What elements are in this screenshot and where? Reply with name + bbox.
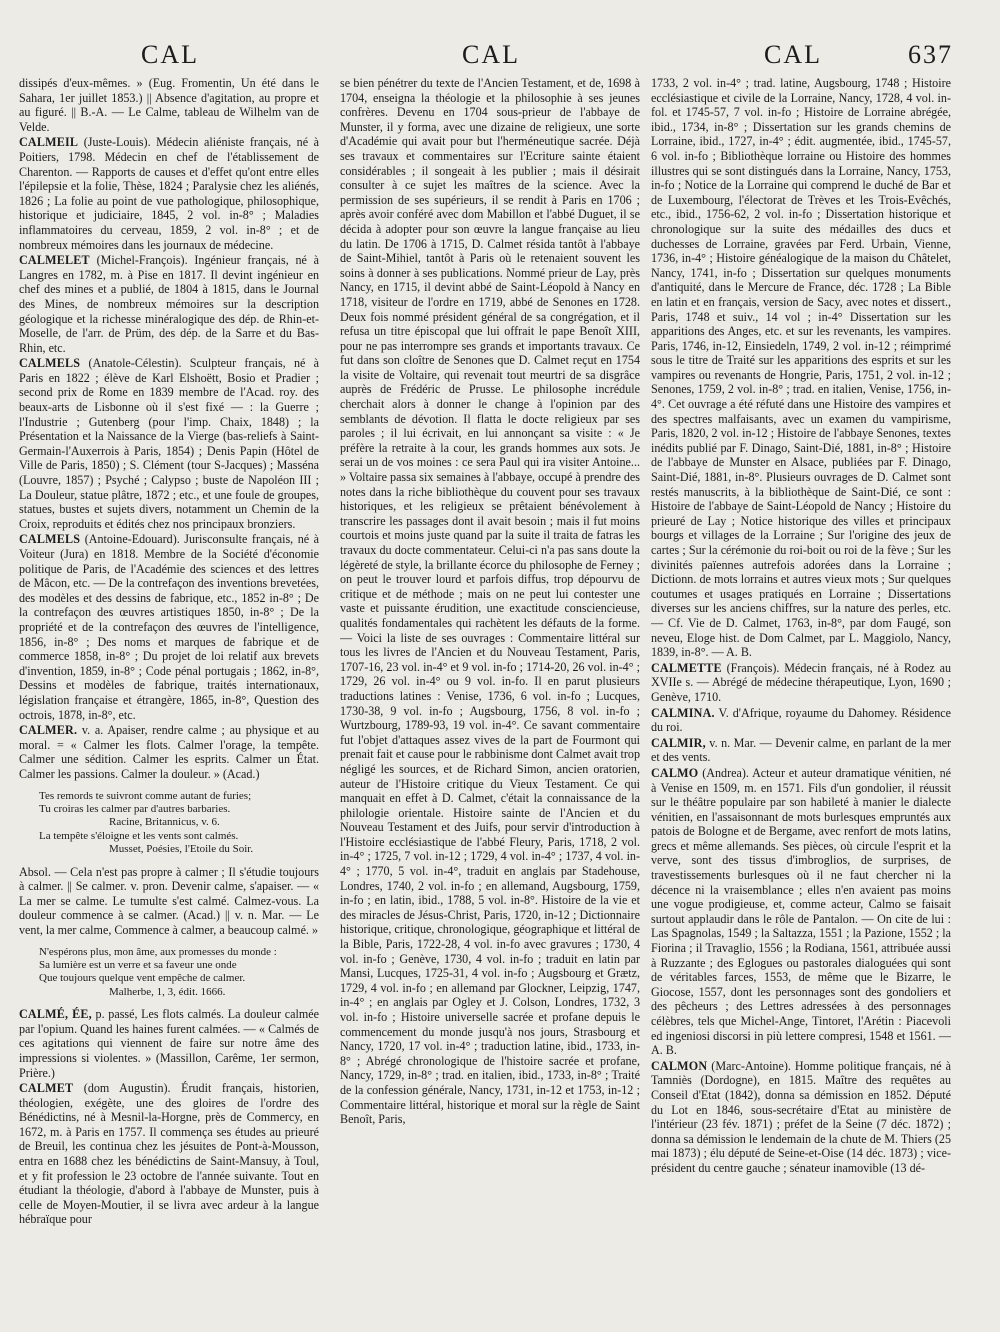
entry-calmon bbox=[651, 1059, 951, 1176]
entry-body: (Juste-Louis). Médecin aliéniste français, né à Poitiers, 1798. Médecin en chef de l'établissement de Charenton. — Rapports de causes et d'effet qu'ont entre elles l'épilepsie et la folie, Thèse, 1824 ; Paralysie chez les aliénés, 1826 ; La folie au point de vue pathologique, philosophique, historique et judiciaire, 1845, 2 vol. in-8° ; Maladies inflammatoires du cerveau, 1859, 2 vol. in-8° ; et de nombreux mémoires dans les journaux de médecine. bbox=[19, 135, 319, 252]
entry-body: (François). Médecin français, né à Rodez au XVIIe s. — Abrégé de médecine thérapeutique, Lyon, 1690 ; Genève, 1710. bbox=[651, 660, 951, 704]
verse-line: Tu croiras les calmer par d'autres barbaries. bbox=[39, 802, 231, 815]
entry-body: v. n. Mar. — Devenir calme, en parlant de la mer et des vents. bbox=[651, 735, 951, 765]
headword: CALMIR, bbox=[651, 735, 706, 750]
entry-body: p. passé, Les flots calmés. La douleur calmée par l'opium. Quand les haines furent calmées. — « Calmés de ces agitations qui viennent de faire sur notre âme des impressions si violentes. » (Massillon, Carême, 1er sermon, Prière.) bbox=[19, 1007, 319, 1080]
entry-calmet-works-continued: 1733, 2 vol. in-4° ; trad. latine, Augsbourg, 1748 ; Histoire ecclésiastique et civile de la Lorraine, Nancy, 1728, 4 vol. in-fol. et 1745-57, 7 vol. in-fo ; Histoire de Lorraine abrégée, ibid., 1734, in-8° ; Dissertation sur les grands chemins de Lorraine, ibid., 1727, in-4° ; édit. augmentée, ibid., 1745-57, 6 vol. in-fo ; Bibliothèque lorraine ou Histoire des hommes illustres qui se sont distingués dans la Lorraine, Nancy, 1753, in-fo ; Notice de la Lorraine qui comprend le duché de Bar et de Luxembourg, l'électorat de Trèves et les Trois-Evêchés, etc., ibid., 1756-62, 2 vol. in-fo ; Dissertation historique et chronologique sur la suite des médailles des ducs et duchesses de Lorraine, gravées par Ferd. Urbain, Vienne, 1736, in-4° ; Histoire généalogique de la maison du Châtelet, Nancy, 1741, in-fo ; Dissertation sur quelques monuments d'antiquité, dans le Mercure de France, déc. 1728 ; La Bible en latin et en français, version de Sacy, avec notes et dissert., Paris, 1748 et suiv., 14 vol ; in-4° Dissertation sur les apparitions des Anges, etc. et sur les revenants, les vampires. Paris, 1746, in-12, Einsiedeln, 1749, 2 vol. in-12 ; réimprimé sous le titre de Traité sur les apparitions des esprits et sur les vampires ou revenants de Hongrie, Paris, 1751, 2 vol. in-12 ; Senones, 1759, 2 vol. in-8° ; trad. en italien, Venise, 1756, in-4°. Cet ouvrage a été réfuté dans une Histoire des vampires et des spectres malfaisants, avec un examen du vampirisme, Paris, 1820, 2 vol. in-12 ; Histoire de l'abbaye Senones, textes inédits publié par F. Dinago, Saint-Dié, 1881, in-8° ; Histoire de l'abbaye de Munster en Alsace, publiées par F. Dinago, Saint-Dié, 1881, in-8°. Plusieurs ouvrages de D. Calmet sont restés manuscrits, à la bibliothèque de Saint-Dié, ce sont : Histoire de l'abbaye de Saint-Léopold de Nancy ; Histoire du prieuré de Lay ; Notice historique des villes et principaux bourgs et villages de la Lorraine ; Sur l'origine des jeux de cartes ; Sur la cérémonie du roi-boit ou roi de la fève ; Sur les divinités païennes autrefois adorées dans la Lorraine ; Dictionn. de mots lorrains et autres vieux mots ; Sur quelques coutumes et usages pratiqués en Lorraine ; Dissertations diverses sur les anciens chiffres, sur la nature des perles, etc. — Cf. Vie de D. Calmet, 1763, in-8°, par dom Faugé, son neveu, Eloge hist. de Dom Calmet, par L. Maggiolo, Nancy, 1839, in-8°. — A. B. bbox=[651, 76, 951, 660]
running-head bbox=[0, 40, 1000, 80]
verse-quote-malherbe bbox=[39, 946, 319, 1000]
entry-body: (Andrea). Acteur et auteur dramatique vénitien, né à Venise en 1509, m. en 1571. Fils d'un gondolier, il réussit sur le théâtre populaire par son habileté à manier le dialecte vénitien, en l'assaisonnant de mots burlesques empruntés aux patois de Bologne et de Bergame, avec renfort de mots latins, grecs et même allemands. Ses pièces, où circule l'esprit et la verve, sont des tissus d'imbroglios, de surprises, de travestissements burlesques où il ne faut chercher ni la décence ni la vraisemblance ; elles n'en avaient pas moins une vogue prodigieuse, et, comme acteur, Calmo se faisait surtout applaudir dans le rôle de Pantalon. — On cite de lui : Las Spagnolas, 1549 ; la Saltazza, 1551 ; la Pazione, 1552 ; la Fiorina ; il Travaglio, 1556 ; la Rodiana, 1561, attribuée aussi à Ruzzante ; des Eglogues ou pastorales dialoguées qui sont de véritables farces, 1553, de même que le Bizarre, le Giocose, 1557, dont les personnages sont des gondoliers et des pêcheurs ; des Lettres adressées à des personnages célèbres, tels que Michel-Ange, Tintoret, l'Arétin : Piacevoli ed ingeniosi discorsi in più lettere compresi, 1548 et 1561. — A. B. bbox=[651, 765, 951, 1058]
entry-calmels-antoine bbox=[19, 532, 319, 722]
headword: CALMÉ, ÉE, bbox=[19, 1007, 92, 1022]
entry-calme-end: dissipés d'eux-mêmes. » (Eug. Fromentin, Un été dans le Sahara, 1er juillet 1853.) || Absence d'agitation, au propre et au figuré. || B.-A. — Le Calme, tableau de Wilhelm van de Velde. bbox=[19, 76, 319, 134]
header-left-word: CAL bbox=[141, 40, 199, 69]
headword: CALMET bbox=[19, 1081, 74, 1096]
page-number: 637 bbox=[908, 40, 953, 69]
headword: CALMER. bbox=[19, 723, 78, 738]
entry-body: v. a. Apaiser, rendre calme ; au physique et au moral. = « Calmer les flots. Calmer l'orage, la tempête. Calmer une sédition. Calmer les esprits. Calmer un État. Calmer les passions. Calmer la douleur. » (Acad.) bbox=[19, 723, 319, 781]
verse-source: Malherbe, 1, 3, édit. 1666. bbox=[109, 985, 226, 998]
entry-calmer-absol: Absol. — Cela n'est pas propre à calmer ; Il s'étudie toujours à calmer. || Se calmer. v. pron. Devenir calme, s'apaiser. — « La mer se calme. Le tumulte s'est calmé. Calmez-vous. La douleur commence à se calmer. (Acad.) || v. n. Mar. — Le vent, la mer calme, Commence à calmer, a beaucoup calmé. » bbox=[19, 864, 319, 937]
column-left bbox=[19, 76, 319, 1326]
entry-calmina bbox=[651, 706, 951, 735]
column-center bbox=[340, 76, 640, 1326]
entry-calmet bbox=[19, 1081, 319, 1227]
entry-calmette bbox=[651, 661, 951, 705]
entry-calme-participle bbox=[19, 1007, 319, 1080]
verse-line: La tempête s'éloigne et les vents sont calmés. bbox=[39, 829, 239, 842]
entry-body: (Anatole-Célestin). Sculpteur français, né à Paris en 1822 ; élève de Karl Elshoëtt, Bosio et Pradier ; second prix de Rome en 1839 membre de l'Acad. roy. des beaux-arts de Lisbonne où il s'est fixé — : la Guerre ; l'Industrie ; Gutenberg (pour l'imp. Chaix, 1848) ; la Présentation et la Naissance de la Vierge (bas-reliefs à Saint-Germain-l'Auxerrois à Paris, 1854) ; Denis Papin (Hôtel de Ville de Paris, 1850) ; S. Clément (tour S-Jacques) ; Masséna (Louvre, 1857) ; Psyché ; Calypso ; buste de Napoléon III ; La Douleur, statue plâtre, 1872 ; etc., et une foule de groupes, statues, bustes et sujets divers, notamment un Chemin de la Croix, reproduits et édités chez nos principaux bronziers. bbox=[19, 356, 319, 531]
headword: CALMELS bbox=[19, 532, 81, 547]
headword: CALMELS bbox=[19, 356, 81, 371]
column-right bbox=[651, 76, 951, 1326]
headword: CALMO bbox=[651, 765, 699, 780]
verse-line: Que toujours quelque vent empêche de calmer. bbox=[39, 972, 246, 985]
verse-source: Musset, Poésies, l'Etoile du Soir. bbox=[109, 843, 254, 856]
entry-calmelet bbox=[19, 253, 319, 355]
entry-body: (Antoine-Edouard). Jurisconsulte français, né à Voiteur (Jura) en 1818. Membre de la Société d'économie politique de Paris, de l'Académie des sciences et des lettres de Mâcon, etc. — De la contrefaçon des inventions brevetées, des modèles et des dessins de fabrique, etc., 1852 in-8° ; De la contrefaçon des œuvres artistiques 1850, in-8° ; De la propriété et de la contrefaçon des œuvres de l'intelligence, 1856, in-8° ; Des noms et marques de fabrique et de commerce 1858, in-8° ; Du projet de loi relatif aux brevets d'invention, 1859, in-8° ; Code pénal portugais ; 1862, in-8°, Dessins et modèles de fabrique, traités internationaux, législation française et étrangère, 1865, in-8°, Question des octrois, 1878, in-8°, etc. bbox=[19, 532, 319, 722]
entry-body: (Marc-Antoine). Homme politique français, né à Tamniès (Dordogne), en 1815. Maître des requêtes au Conseil d'Etat (1842), donna sa démission en 1852. Député du Lot en 1846, sous-secrétaire d'Etat au ministère de l'intérieur (23 fév. 1871) ; préfet de la Seine (7 déc. 1872) ; donna sa démission le lendemain de la chute de M. Thiers (25 mai 1873) ; élu député de Seine-et-Oise (14 déc. 1873) ; vice-président du centre gauche ; sénateur inamovible (13 dé- bbox=[651, 1058, 951, 1175]
verse-source: Racine, Britannicus, v. 6. bbox=[109, 816, 220, 829]
entry-calmeil bbox=[19, 135, 319, 252]
headword: CALMELET bbox=[19, 253, 90, 268]
entry-body: (Michel-François). Ingénieur français, né à Langres en 1782, m. à Pise en 1817. Il devint ingénieur en chef des mines et a publié, de 1804 à 1815, dans le Journal des Mines, de nombreux mémoires sur la description géologique et la richesse minéralogique des dép. de Rhin-et-Moselle, de l'arr. de Prüm, des dép. de la Sarre et du Bas-Rhin, etc. bbox=[19, 253, 319, 355]
header-center-word: CAL bbox=[462, 40, 520, 69]
verse-quote-racine-musset bbox=[39, 790, 319, 857]
verse-line: Sa lumière est un verre et sa faveur une onde bbox=[39, 958, 237, 971]
entry-calmer bbox=[19, 723, 319, 781]
header-right-word: CAL bbox=[764, 40, 822, 69]
verse-line: Tes remords te suivront comme autant de furies; bbox=[39, 789, 252, 802]
entry-body: (dom Augustin). Érudit français, historien, théologien, exégète, une des gloires de l'ordre des Bénédictins, né à Mesnil-la-Horgne, près de Commercy, en 1672, m. à Paris en 1757. Il commença ses études au prieuré de Breuil, les continua chez les jésuites de Pont-à-Mousson, entra en 1688 chez les bénédictins de Saint-Mansuy, à Toul, et y fit profession le 23 octobre de l'année suivante. Tout en étudiant la théologie, d'abord à l'abbaye de Munster, puis à celle de Moyen-Moutier, il se livra avec ardeur à la langue hébraïque pour bbox=[19, 1081, 319, 1227]
entry-body: V. d'Afrique, royaume du Dahomey. Résidence du roi. bbox=[651, 705, 951, 735]
headword: CALMON bbox=[651, 1058, 708, 1073]
headword: CALMEIL bbox=[19, 135, 79, 150]
headword: CALMINA. bbox=[651, 705, 715, 720]
entry-calmels-anatole bbox=[19, 356, 319, 531]
headword: CALMETTE bbox=[651, 660, 722, 675]
verse-line: N'espérons plus, mon âme, aux promesses du monde : bbox=[39, 945, 277, 958]
entry-calmet-continued: se bien pénétrer du texte de l'Ancien Testament, et de, 1698 à 1704, enseigna la théologie et la philosophie à ses jeunes confrères. Devenu en 1704 sous-prieur de l'abbaye de Munster, il y forma, avec une dizaine de religieux, une sorte d'Académie qui avait pour but l'herméneutique sacrée. Déjà ses travaux et commentaires sur l'Ecriture sainte étaient considérables ; il songeait à les publier ; mais il désirait consulter à ce sujet les maîtres de la science. Avec la permission de ses supérieurs, il se rendit à Paris en 1706 ; après avoir conféré avec dom Mabillon et l'abbé Duguet, il se décida à adopter pour son œuvre la langue française au lieu du latin. De 1706 à 1715, D. Calmet résida tantôt à l'abbaye de Saint-Mihiel, tantôt à Paris où le retenaient souvent les soins à donner à ses publications. Nommé prieur de Lay, près Nancy, en 1715, il devint abbé de Saint-Léopold à Nancy en 1718, visiteur de l'ordre en 1719, abbé de Senones en 1728. Deux fois nommé président général de sa congrégation, et il refusa un titre épiscopal que lui offrait le pape Benoît XIII, pour ne pas interrompre ses grands et importants travaux. Ce fut dans son cloître de Senones que D. Calmet reçut en 1754 la visite de Voltaire, qui revenait tout meurtri de sa disgrâce auprès de Frédéric de Prusse. Le philosophe incrédule cherchait alors à donner le change à l'opinion par des semblants de dévotion. Il flatta le docte religieux par ses paroles ; il lui écrivait, en lui annonçant sa visite : « Je préfère la retraite à la cour, les grands hommes aux sots. Je serai un de vos moines : ce sera Paul qui ira visiter Antoine... » Voltaire passa six semaines à l'abbaye, occupé à prendre des notes dans la riche bibliothèque du couvent pour ses travaux historiques, et les religieux se prêtaient bénévolement à transcrire les passages dont il avait besoin ; mais il fut moins courtois et moins juste quand par la suite il traita de fatras les travaux du docte commentateur. Celui-ci n'a pas sans doute la légèreté de style, la brillante écorce du philosophe de Ferney ; on peut le trouver lourd et parfois diffus, trop dépourvu de critique et de méthode ; mais on ne peut lui contester une vaste et puissante érudition, une exactitude consciencieuse, qualités fondamentales qui rachètent les défauts de la forme. — Voici la liste de ses ouvrages : Commentaire littéral sur tous les livres de l'Ancien et du Nouveau Testament, Paris, 1707-16, 23 vol. in-4° et 9 vol. in-fo ; 1714-20, 26 vol. in-4° ; 1729, 26 vol. in-4° ou 9 vol. in-fo. Il en parut plusieurs traductions latines : Venise, 1736, 6 vol. in-fo ; Lucques, 1730-38, 9 vol. in-fo ; Augsbourg, 1756, 8 vol. in-fo ; Wurtzbourg, 1789-93, 19 vol. in-4°. Ce savant commentaire fut l'objet d'attaques assez vives de la part de Fourmont qui prenait fait et cause pour le rabbinisme dont Calmet avait trop négligé les sources, et de Richard Simon, ancien oratorien, auteur de l'Histoire critique du Vieux Testament. Ce qui manquait en effet à D. Calmet, c'était la connaissance de la philologie orientale. Histoire sainte de l'Ancien et du Nouveau Testament et des Juifs, pour servir d'introduction à l'Histoire ecclésiastique de l'abbé Fleury, Paris, 1718, 2 vol. in-4° ; 1725, 7 vol. in-12 ; 1729, 4 vol. in-4° ; 1737, 4 vol. in-4° ; 1770, 5 vol. in-4°, traduit en anglais par Stadehouse, Londres, 1740, 2 vol. in-fo ; en allemand, Augsbourg, 1759, in-fo ; en latin, ibid., 1788, 5 vol. in-8°. Histoire de la vie et des miracles de Jésus-Christ, Paris, 1720, in-12 ; Dictionnaire historique, critique, chronologique, géographique et littéral de la Bible, Paris, 1722-28, 4 vol. in-fo avec gravures ; 1730, 4 vol. in-fo ; Genève, 1730, 4 vol. in-fo ; traduit en latin par Mansi, Lucques, 1725-31, 4 vol. in-fo ; Augsbourg et Grætz, 1729, 4 vol. in-fo ; en allemand par Glockner, Leipzig, 1747, in-4° ; en anglais par Ogley et J. Colson, Londres, 1732, 3 vol. in-fo ; Histoire universelle sacrée et profane depuis le commencement du monde jusqu'à nos jours, Strasbourg et Nancy, 1720, 17 vol. in-4° ; traduction latine, ibid., 1733, in-8° ; Abrégé chronologique de l'histoire sacrée et profane, Nancy, 1729, in-8° ; trad. en italien, ibid., 1733, in-8° ; Traité de la confession générale, Nancy, 1731, in-12 et 1753, in-12 ; Commentaire littéral, historique et moral sur la règle de Saint Benoît, Paris, bbox=[340, 76, 640, 1127]
entry-calmo bbox=[651, 766, 951, 1058]
entry-calmir bbox=[651, 736, 951, 765]
